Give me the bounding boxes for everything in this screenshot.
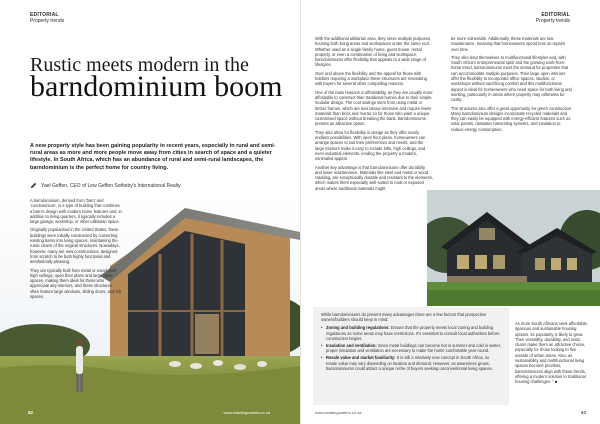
list-item-text: Since metal buildings can become hot in summer and cold in winter, proper insulation and ventilation are necessary to make the home comfortable year-round. [326,343,501,354]
body-column-left [30,198,122,302]
list-item-term: Zoning and building regulations: [326,325,390,331]
subsection-label: Property trends [535,18,570,24]
paragraph: be more vulnerable. Additionally, these materials are low-maintenance, meaning that homeowners spend less on repairs over time. [451,36,566,52]
list-item-term: Insulation and ventilation: [326,343,377,349]
section-label: EDITORIAL [30,12,59,18]
page-number: 62 [28,410,34,415]
body-column-3 [515,321,589,388]
paragraph: One of the main reasons is affordability, as they are usually more affordable to construct than traditional homes due to their simple, modular design. The cost savings stem from using metal or timber frames, which are less labour-intensive and require fewer materials than brick and mortar so for those who want a unique, customised space without breaking the bank, barndominiums present an attractive option. [315,89,433,127]
paragraph: Originally popularised in the United States, these buildings were initially constructed by converting existing barns into living spaces, maintaining the rustic charm of the original structures. Nowadays, however, many are new constructions, designed from scratch to be both highly functional and aesthetically pleasing. [30,227,120,265]
section-header [536,12,570,24]
paragraph: A barndominium, derived from 'barn' and 'condominium', is a type of building that combines a barn's design with modern home features and, in addition to living quarters, it typically includes a large garage, workshop, or other utilitarian space. [30,198,122,225]
article-intro: A new property style has been gaining popularity in recent years, especially in rural and semi-rural areas as more and more people move away from cities in search of space and a quieter lifestyle. In South Africa, which has an abundance of rural and semi-rural landscapes, the barndominium is the perfect home for country living. [30,143,276,171]
footer-url: www.estatingmaters.co.za [315,410,362,415]
paragraph: Over and above the flexibility and the appeal for those with hobbies requiring a workplace these structures are resonating with buyers for several other compelling reasons. [315,70,427,87]
pen-icon [30,182,37,189]
section-header [30,12,64,24]
body-column-2 [451,36,573,135]
list-item-text: It is still a relatively new concept in South Africa, so resale value may vary depending on location and demand. However, as awareness grows, barndominiums could attract a unique niche of buyers seeking unconventional living spaces. [326,355,493,371]
dark-barn-illustration [427,190,600,306]
article-title-line1: Rustic meets modern in the [30,54,249,76]
callout-list [321,325,501,371]
paragraph: With the additional utilitarian area, they serve multiple purposes, housing both living areas and workspaces under the same roof. Whether used as a single-family home, guest house, rental property, or even a combination of living and workspace, barndominiums offer flexibility that appeals to a wide range of lifestyles. [315,36,432,68]
body-column-1 [315,36,433,194]
paragraph: The structures also offer a great opportunity for green construction. Many barndominium designs incorporate recycled materials and they can easily be equipped with energy-efficient features such as solar panels, rainwater harvesting systems, and insulation to reduce energy consumption. [451,105,573,132]
author-name: Yael Geffen, CEO of Lew Geffen Sotheby's International Realty [41,182,181,189]
article-title: barndominium boom [30,70,283,103]
footer-url: www.estatingmaters.co.za [223,410,270,415]
paragraph: They are typically built from metal or wood, with high ceilings, open floor plans and large open spaces, making them ideal for those who appreciate airy interiors, and these structures often feature large windows, sliding doors, and loft spaces. [30,267,122,300]
subsection-label: Property trends [30,18,65,24]
right-page [300,0,600,424]
paragraph: Another key advantage is that barndominiums offer durability and lower maintenance. Materials like steel and metal or wood cladding, are exceptionally durable and resistant to the elements, which makes them especially well-suited to rural or exposed areas where traditional materials might [315,164,433,191]
paragraph: They also allow for flexibility in design as they offer nearly endless possibilities. With open floor plans, homeowners can arrange spaces to suit their preferences and needs, and the large interiors make it easy to include lofts, high ceilings, and even industrial elements, lending the property a modern, minimalist appeal. [315,129,426,162]
author-byline [30,182,181,189]
dark-barn-photo [427,190,600,306]
section-label: EDITORIAL [541,12,570,18]
list-item [321,343,501,353]
paragraph: As more South Africans seek affordable, spacious and sustainable housing options, its popularity is likely to grow. Their versatility, durability, and rustic charm make them an attractive choice, especially for those looking to live outside of urban areas. Also, as sustainability and multifunctional living spaces become priorities, barndominiums align with these trends, offering a modern solution to traditional housing challenges. " ■ [515,321,588,385]
list-item [321,355,501,371]
list-item-text: Ensure that the property meets local zoning and building regulations as some areas may have restrictions. It's essential to consult local authorities before construction begins. [326,325,500,341]
page-number: 63 [580,410,586,415]
list-item-term: Resale value and market familiarity: [326,355,396,361]
callout-box [313,307,509,405]
list-item [321,325,501,341]
callout-intro: While barndominiums do present many advantages there are a few factors that prospective owners/builders should keep in mind: [321,312,487,323]
paragraph: They also lend themselves to multifunctional lifestyles and, with South Africa's entrepreneurial spirit and the growing work-from-home trend, barndominiums meet the demand for properties that can accommodate multiple purposes. Their large open interiors offer the flexibility to incorporate office spaces, studios, or workshops without sacrificing comfort and this multifunctional aspect is ideal for homeowners who need space for both living and working, particularly in areas where property may otherwise be costly. [451,54,572,103]
